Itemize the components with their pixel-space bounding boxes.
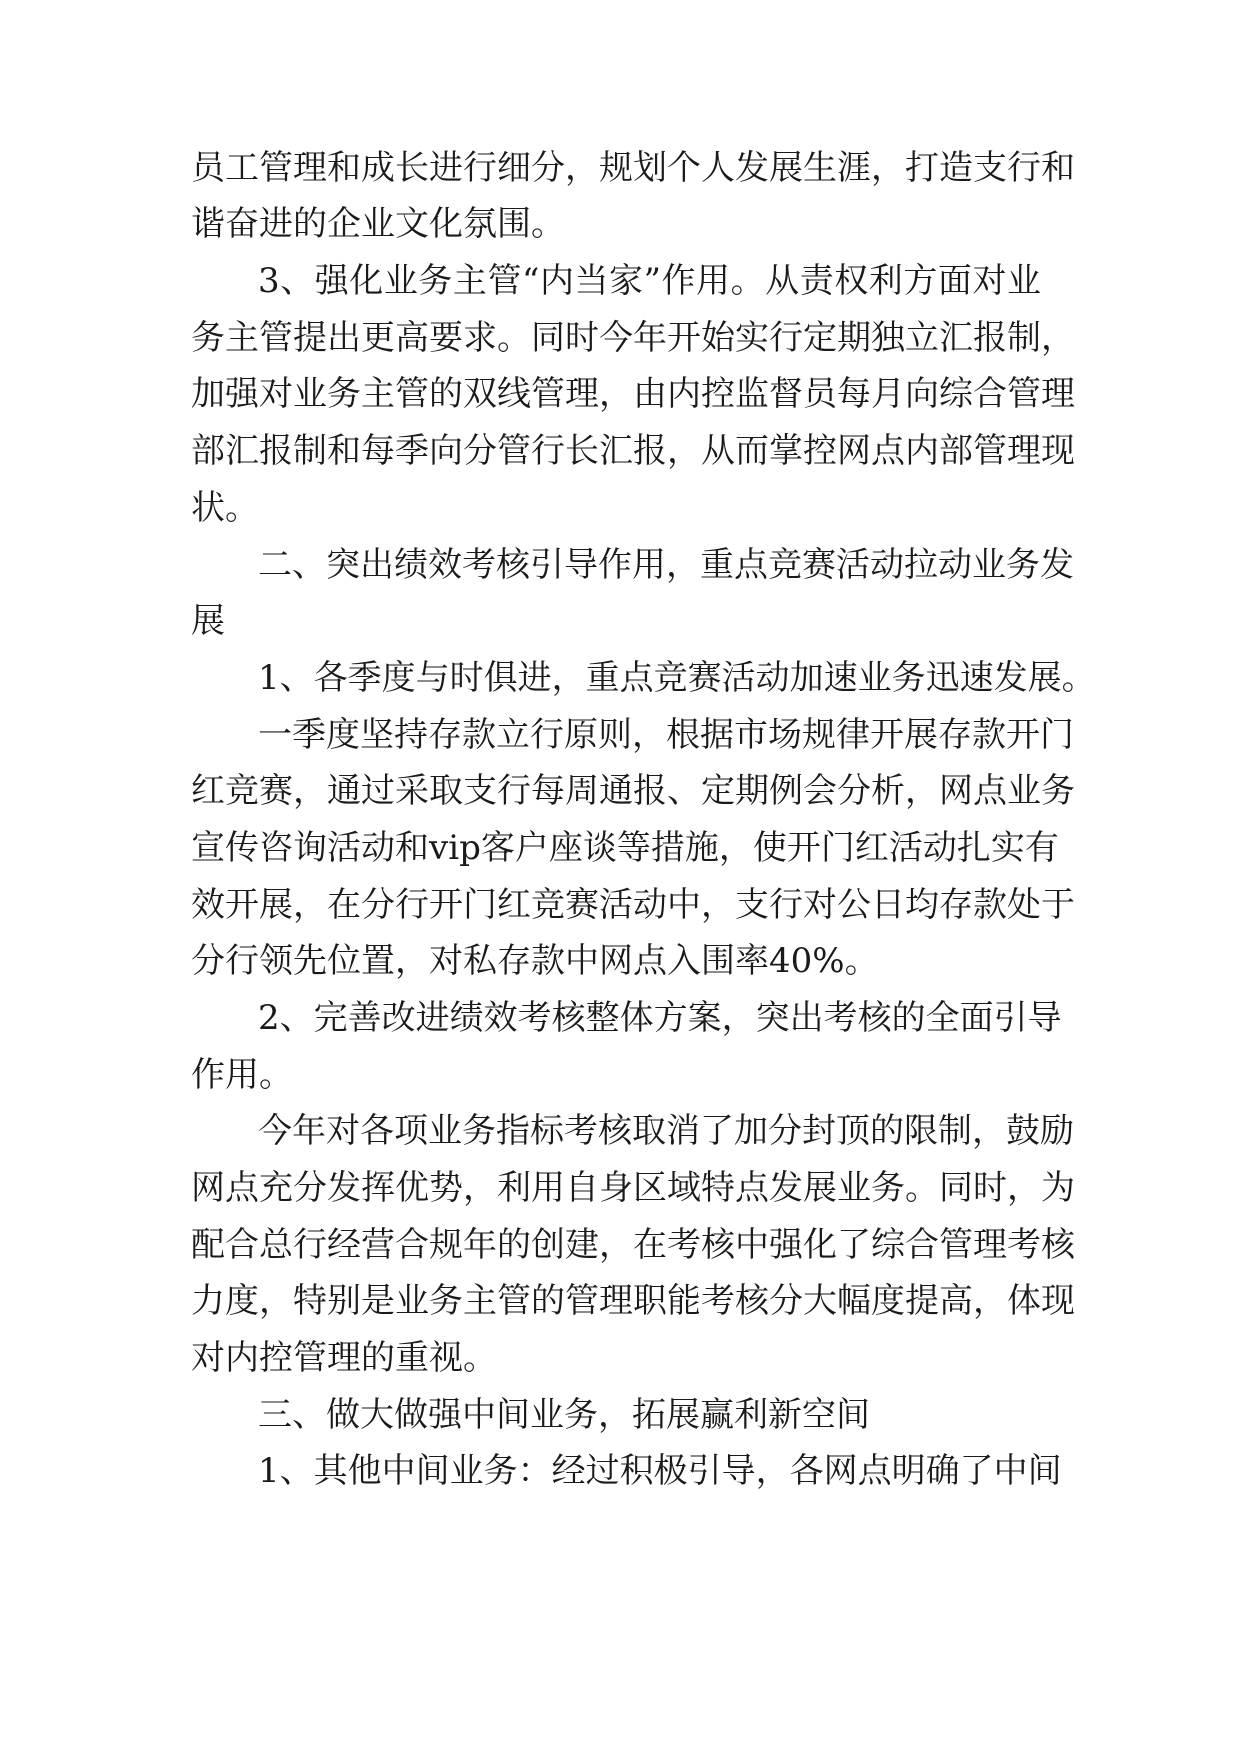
text-line: 2、完善改进绩效考核整体方案，突出考核的全面引导 bbox=[258, 998, 1062, 1038]
text-line: 加强对业务主管的双线管理，由内控监督员每月向综合管理 bbox=[191, 374, 1075, 414]
section-heading: 三、做大做强中间业务，拓展赢利新空间 bbox=[258, 1395, 870, 1435]
text-line: 谐奋进的企业文化氛围。 bbox=[191, 204, 565, 244]
text-line: 作用。 bbox=[191, 1055, 293, 1095]
text-line: 1、其他中间业务：经过积极引导，各网点明确了中间 bbox=[258, 1451, 1062, 1491]
section-heading: 二、突出绩效考核引导作用，重点竞赛活动拉动业务发 bbox=[258, 545, 1074, 585]
text-line: 员工管理和成长进行细分，规划个人发展生涯，打造支行和 bbox=[191, 148, 1075, 188]
text-line: 3、强化业务主管“内当家”作用。从责权利方面对业 bbox=[258, 261, 1041, 301]
text-line: 务主管提出更高要求。同时今年开始实行定期独立汇报制， bbox=[191, 318, 1075, 358]
text-line: 部汇报制和每季向分管行长汇报，从而掌控网点内部管理现 bbox=[191, 431, 1075, 471]
section-heading: 展 bbox=[191, 601, 225, 641]
text-line: 配合总行经营合规年的创建，在考核中强化了综合管理考核 bbox=[191, 1225, 1075, 1265]
text-line: 1、各季度与时俱进，重点竞赛活动加速业务迅速发展。 bbox=[258, 658, 1096, 698]
text-line: 对内控管理的重视。 bbox=[191, 1338, 497, 1378]
text-line: 力度，特别是业务主管的管理职能考核分大幅度提高，体现 bbox=[191, 1281, 1075, 1321]
text-line: 宣传咨询活动和vip客户座谈等措施，使开门红活动扎实有 bbox=[191, 828, 1059, 868]
text-line: 红竞赛，通过采取支行每周通报、定期例会分析，网点业务 bbox=[191, 771, 1075, 811]
text-line: 分行领先位置，对私存款中网点入围率40%。 bbox=[191, 941, 879, 981]
text-line: 今年对各项业务指标考核取消了加分封顶的限制，鼓励 bbox=[258, 1111, 1074, 1151]
text-line: 一季度坚持存款立行原则，根据市场规律开展存款开门 bbox=[258, 715, 1074, 755]
text-line: 网点充分发挥优势，利用自身区域特点发展业务。同时，为 bbox=[191, 1168, 1075, 1208]
text-line: 状。 bbox=[191, 488, 259, 528]
text-line: 效开展，在分行开门红竞赛活动中，支行对公日均存款处于 bbox=[191, 885, 1075, 925]
